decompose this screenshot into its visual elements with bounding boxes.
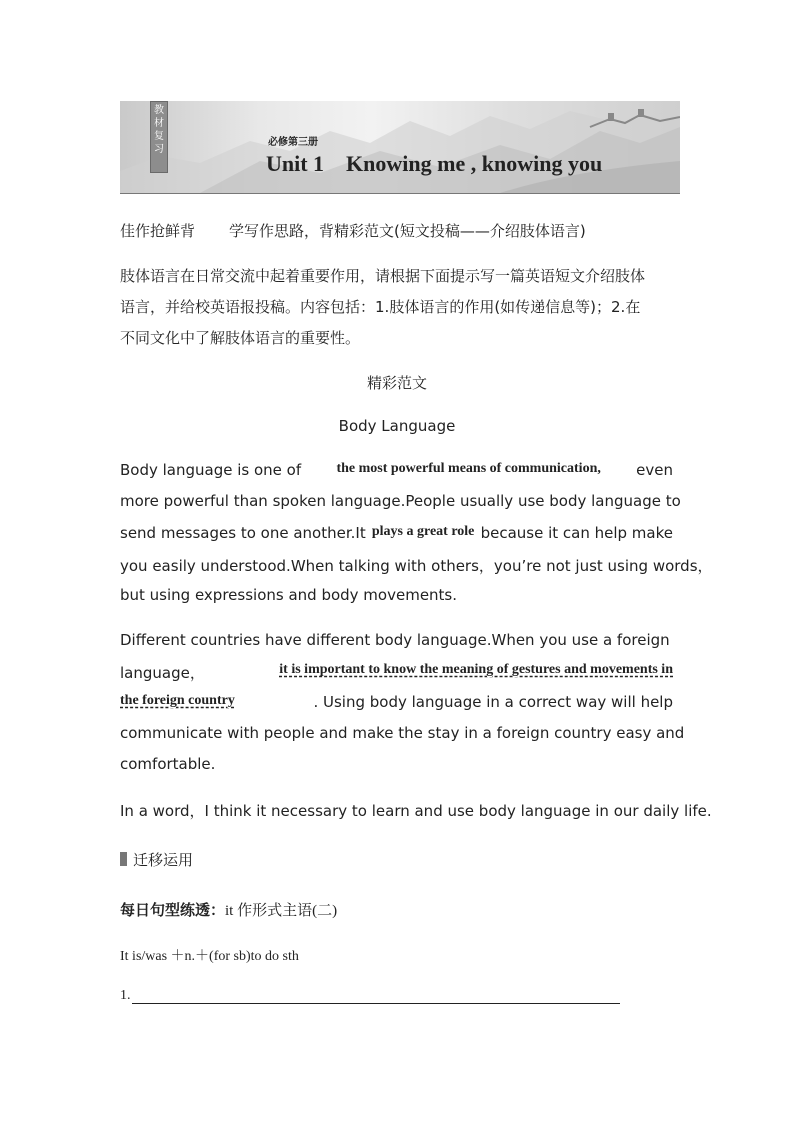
sentence-formula: It is/was ＋n.＋(for sb)to do sth [120, 949, 299, 964]
essay-line: language， it is important to know the meaning of gestures and movements in [120, 662, 673, 682]
essay-label: 精彩范文 [366, 374, 427, 392]
unit-title: Unit 1 Knowing me , knowing you [266, 151, 603, 176]
essay-line: the foreign country . Using body language in a correct way will help [120, 693, 673, 711]
answer-blank[interactable] [132, 989, 620, 1004]
essay-line: communicate with people and make the stay in a foreign country easy and [120, 724, 685, 742]
essay-line: comfortable. [120, 755, 216, 773]
essay-title: Body Language [338, 417, 456, 435]
practice-heading: 迁移运用 [120, 849, 193, 870]
book-subtitle: 必修第三册 [268, 137, 318, 148]
essay-line: In a word，I think it necessary to learn and use body language in our daily life. [120, 802, 712, 820]
textbook-review-tag: 教 材 复 习 [150, 101, 168, 173]
essay-line: but using expressions and body movements. [120, 586, 458, 604]
essay-line: you easily understood.When talking with others，you’re not just using words， [120, 557, 713, 575]
essay-line: send messages to one another.It plays a great role because it can help make [120, 524, 673, 542]
mountain-great-wall-illustration [120, 101, 680, 193]
unit-banner [120, 101, 680, 194]
section-heading: 佳作抢鲜背 学写作思路，背精彩范文(短文投稿——介绍肢体语言) [120, 222, 586, 240]
section-marker-icon [120, 852, 127, 866]
essay-line: more powerful than spoken language.People usually use body language to [120, 492, 681, 510]
exercise-item: 1. [120, 988, 620, 1004]
prompt-line: 不同文化中了解肢体语言的重要性。 [120, 329, 361, 347]
essay-line: Different countries have different body language.When you use a foreign [120, 631, 670, 649]
pattern-heading: 每日句型练透：it 作形式主语(二) [120, 901, 338, 919]
prompt-line: 语言，并给校英语报投稿。内容包括：1.肢体语言的作用(如传递信息等)；2.在 [120, 298, 641, 316]
essay-line: Body language is one of the most powerful means of communication, even [120, 461, 673, 479]
prompt-line: 肢体语言在日常交流中起着重要作用，请根据下面提示写一篇英语短文介绍肢体 [120, 267, 646, 285]
